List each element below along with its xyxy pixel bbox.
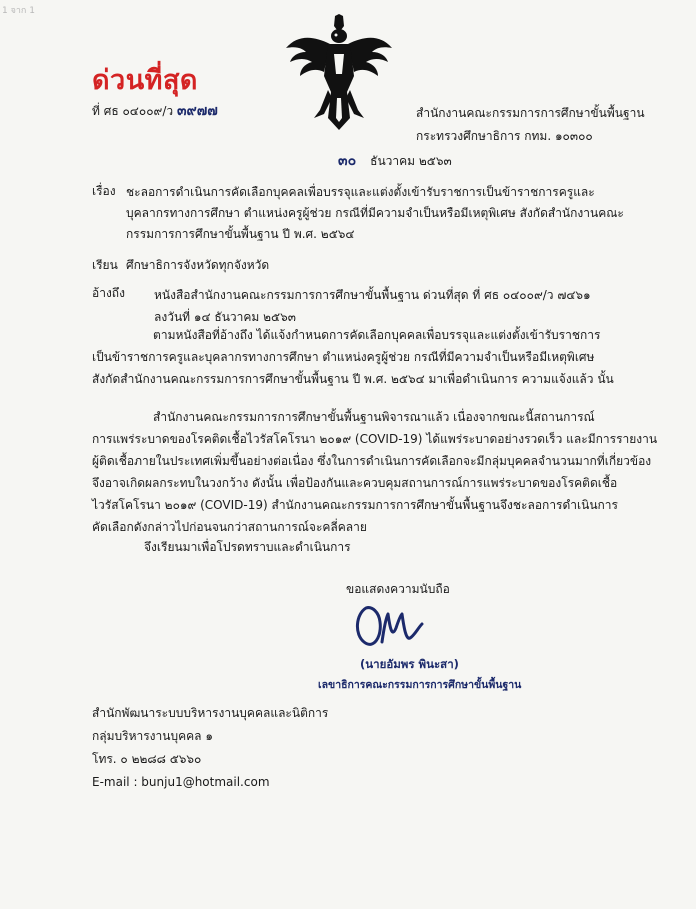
reference-text xyxy=(154,284,591,328)
office-name: สำนักงานคณะกรรมการการศึกษาขั้นพื้นฐาน xyxy=(416,106,645,120)
reference-line-2: ลงวันที่ ๑๔ ธันวาคม ๒๕๖๓ xyxy=(154,310,296,324)
footer-group: กลุ่มบริหารงานบุคคล ๑ xyxy=(92,729,213,743)
recipient-label: เรียน xyxy=(92,258,118,272)
paragraph-line: คัดเลือกดังกล่าวไปก่อนจนกว่าสถานการณ์จะคลี่คลาย xyxy=(92,520,367,534)
paragraph-line: การแพร่ระบาดของโรคติดเชื้อไวรัสโคโรนา ๒๐๑๙ (COVID-19) ได้แพร่ระบาดอย่างรวดเร็ว และมีการรายงาน xyxy=(92,432,658,446)
footer-email: E-mail : bunju1@hotmail.com xyxy=(92,775,270,789)
urgency-label: ด่วนที่สุด xyxy=(92,65,198,96)
paragraph-line: ไวรัสโคโรนา ๒๐๑๙ (COVID-19) สำนักงานคณะกรรมการการศึกษาขั้นพื้นฐานจึงชะลอการดำเนินการ xyxy=(92,498,618,512)
paragraph-line: ผู้ติดเชื้อภายในประเทศเพิ่มขึ้นอย่างต่อเนื่อง ซึ่งในการดำเนินการคัดเลือกจะมีกลุ่มบุคคลจำนวนมากที่เกี่ยวข้อง xyxy=(92,454,652,468)
date-month-year: ธันวาคม ๒๕๖๓ xyxy=(370,154,452,168)
paragraph-line: ตามหนังสือที่อ้างถึง ได้แจ้งกำหนดการคัดเลือกบุคคลเพื่อบรรจุและแต่งตั้งเข้ารับราชการ xyxy=(92,328,601,342)
closing-line: จึงเรียนมาเพื่อโปรดทราบและดำเนินการ xyxy=(144,540,351,554)
date-day-handwritten: ๓๐ xyxy=(338,153,357,169)
document-number-handwritten: ๓๙๗๗ xyxy=(176,103,218,119)
footer-department: สำนักพัฒนาระบบบริหารงานบุคคลและนิติการ xyxy=(92,706,329,720)
paragraph-line: เป็นข้าราชการครูและบุคลากรทางการศึกษา ตำแหน่งครูผู้ช่วย กรณีที่มีความจำเป็นหรือมีเหตุพิเศษ xyxy=(92,350,595,364)
issuing-office xyxy=(416,102,645,148)
footer-phone: โทร. ๐ ๒๒๘๘ ๕๖๖๐ xyxy=(92,752,202,766)
document-date xyxy=(338,150,452,172)
contact-footer xyxy=(92,702,328,794)
subject-label: เรื่อง xyxy=(92,184,116,198)
reference-line-1: หนังสือสำนักงานคณะกรรมการการศึกษาขั้นพื้นฐาน ด่วนที่สุด ที่ ศธ ๐๔๐๐๙/ว ๗๔๖๑ xyxy=(154,288,591,302)
paragraph-line: จึงอาจเกิดผลกระทบในวงกว้าง ดังนั้น เพื่อป้องกันและควบคุมสถานการณ์การแพร่ระบาดของโรคติดเชื้อ xyxy=(92,476,618,490)
handwritten-signature xyxy=(352,598,428,654)
document-number-prefix: ที่ ศธ ๐๔๐๐๙/ว xyxy=(92,104,174,118)
regards-line: ขอแสดงความนับถือ xyxy=(346,582,450,596)
paragraph-line: สำนักงานคณะกรรมการการศึกษาขั้นพื้นฐานพิจารณาแล้ว เนื่องจากขณะนี้สถานการณ์ xyxy=(92,410,595,424)
recipient-text: ศึกษาธิการจังหวัดทุกจังหวัด xyxy=(126,258,270,272)
signer-position: เลขาธิการคณะกรรมการการศึกษาขั้นพื้นฐาน xyxy=(318,679,522,691)
page-marker: 1 จาก 1 xyxy=(2,6,35,16)
body-paragraph-1 xyxy=(92,324,614,390)
paragraph-line: สังกัดสำนักงานคณะกรรมการการศึกษาขั้นพื้นฐาน ปี พ.ศ. ๒๕๖๔ มาเพื่อดำเนินการ ความแจ้งแล้ว นั้น xyxy=(92,372,614,386)
reference-label: อ้างถึง xyxy=(92,286,125,300)
body-paragraph-2 xyxy=(92,406,657,538)
subject-text: ชะลอการดำเนินการคัดเลือกบุคคลเพื่อบรรจุและแต่งตั้งเข้ารับราชการเป็นข้าราชการครูและบุคลากรทางการศึกษา ตำแหน่งครูผู้ช่วย กรณีที่มีความจำเป็นหรือมีเหตุพิเศษ สังกัดสำนักงานคณะกรรมการการศึกษาขั้นพื้นฐาน ปี พ.ศ. ๒๕๖๔ xyxy=(126,185,624,241)
signer-name: (นายอัมพร พินะสา) xyxy=(360,657,459,671)
document-number xyxy=(92,100,218,122)
office-address: กระทรวงศึกษาธิการ กทม. ๑๐๓๐๐ xyxy=(416,129,593,143)
garuda-emblem-icon xyxy=(284,14,394,132)
